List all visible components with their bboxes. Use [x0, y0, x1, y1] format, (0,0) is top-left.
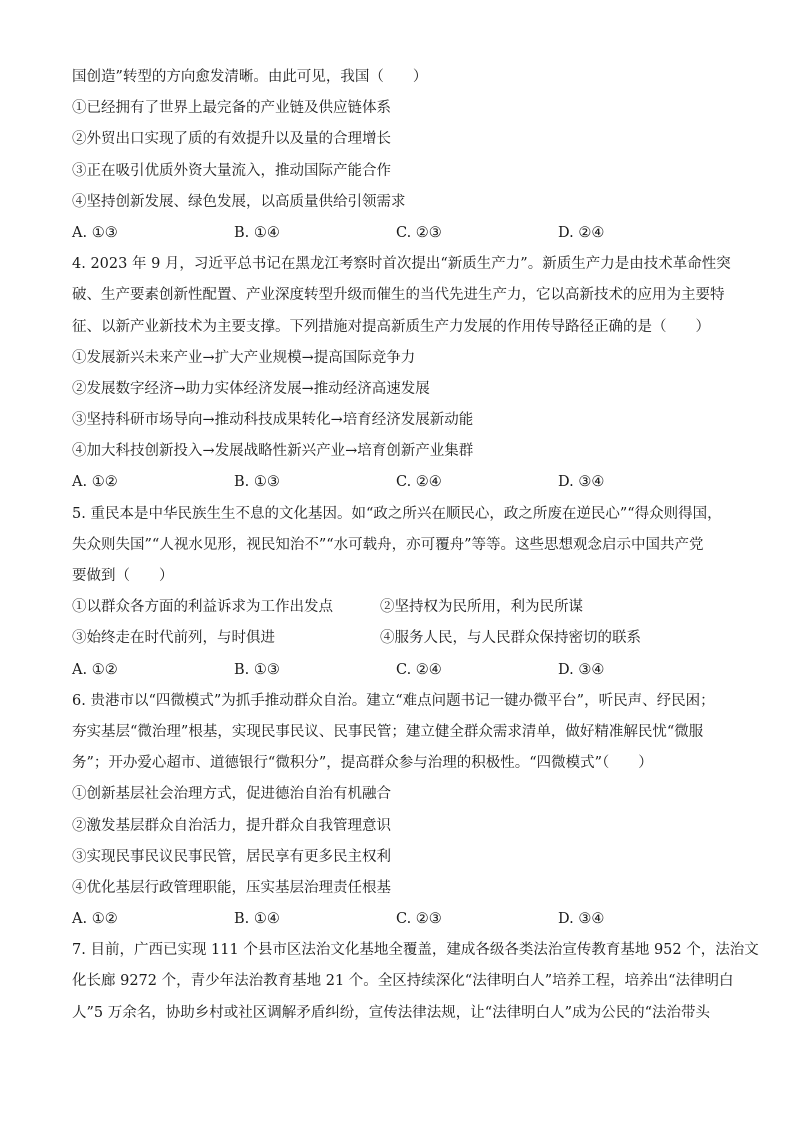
option-c[interactable]: C. ②③: [396, 911, 442, 928]
statement-item: ①已经拥有了世界上最完备的产业链及供应链体系: [72, 100, 391, 117]
question-stem-line: 务”；开办爱心超市、道德银行“微积分”，提高群众参与治理的积极性。“四微模式”（ ）: [72, 755, 653, 772]
question-5: [72, 499, 722, 686]
option-c[interactable]: C. ②④: [396, 661, 442, 678]
question-stem-line: 国创造”转型的方向愈发清晰。由此可见，我国（ ）: [72, 69, 428, 85]
statement-item: ③坚持科研市场导向→推动科技成果转化→培育经济发展新动能: [72, 412, 474, 429]
statement-item: ②外贸出口实现了质的有效提升以及量的合理增长: [72, 131, 391, 148]
option-d[interactable]: D. ③④: [558, 661, 605, 678]
question-stem-line: 6. 贵港市以“四微模式”为抓手推动群众自治。建立“难点问题书记一键办微平台”，听民声、纾民困；: [72, 692, 715, 709]
statement-item: ④服务人民，与人民群众保持密切的联系: [380, 630, 641, 647]
option-a[interactable]: A. ①②: [72, 911, 118, 928]
option-d[interactable]: D. ③④: [558, 911, 605, 928]
option-b[interactable]: B. ①③: [234, 474, 280, 491]
statement-item: ②坚持权为民所用，利为民所谋: [380, 599, 583, 616]
exam-content: [72, 62, 759, 1029]
question-7: [72, 935, 759, 1029]
statement-row: [72, 592, 722, 623]
option-b[interactable]: B. ①④: [234, 224, 280, 241]
statement-row: [72, 623, 722, 654]
answer-options: [72, 904, 722, 935]
question-stem-line: 夯实基层“微治理”根基，实现民事民议、民事民管；建立健全群众需求清单，做好精准解民忧“微服: [72, 723, 704, 740]
question-stem-line: 7. 目前，广西已实现 111 个县市区法治文化基地全覆盖，建成各级各类法治宣传教育基地 952 个，法治文: [72, 942, 759, 959]
option-a[interactable]: A. ①②: [72, 474, 118, 491]
question-stem-line: 人”5 万余名，协助乡村或社区调解矛盾纠纷，宣传法律法规，让“法律明白人”成为公民的“法治带头: [72, 1004, 710, 1021]
statement-item: ②激发基层群众自治活力，提升群众自我管理意识: [72, 817, 391, 834]
question-stem-line: 征、以新产业新技术为主要支撑。下列措施对提高新质生产力发展的作用传导路径正确的是（ ）: [72, 318, 710, 335]
option-a[interactable]: A. ①②: [72, 661, 118, 678]
statement-item: ④优化基层行政管理职能，压实基层治理责任根基: [72, 879, 391, 896]
statement-item: ③正在吸引优质外资大量流入，推动国际产能合作: [72, 162, 391, 179]
statement-item: ④坚持创新发展、绿色发展，以高质量供给引领需求: [72, 193, 406, 210]
question-stem-line: 要做到（ ）: [72, 568, 174, 584]
answer-options: [72, 655, 722, 686]
question-3: [72, 62, 722, 249]
question-stem-line: 失众则失国”“人视水见形，视民知治不”“水可载舟，亦可覆舟”等等。这些思想观念启示中国共产党: [72, 536, 704, 553]
statement-item: ③实现民事民议民事民管，居民享有更多民主权利: [72, 848, 391, 865]
statement-item: ②发展数字经济→助力实体经济发展→推动经济高速发展: [72, 380, 430, 397]
option-a[interactable]: A. ①③: [72, 224, 118, 241]
statement-item: ③始终走在时代前列，与时俱进: [72, 630, 275, 647]
statement-item: ④加大科技创新投入→发展战略性新兴产业→培育创新产业集群: [72, 443, 474, 460]
option-d[interactable]: D. ②④: [558, 224, 605, 241]
option-c[interactable]: C. ②④: [396, 474, 442, 491]
question-stem-line: 5. 重民本是中华民族生生不息的文化基因。如“政之所兴在顺民心，政之所废在逆民心”“得众则得国，: [72, 505, 722, 522]
option-b[interactable]: B. ①④: [234, 911, 280, 928]
statement-item: ①创新基层社会治理方式，促进德治自治有机融合: [72, 786, 391, 803]
option-d[interactable]: D. ③④: [558, 474, 605, 491]
answer-options: [72, 218, 722, 249]
question-6: [72, 686, 722, 936]
question-stem-line: 破、生产要素创新性配置、产业深度转型升级而催生的当代先进生产力，它以高新技术的应用为主要特: [72, 287, 725, 304]
question-4: [72, 249, 731, 499]
question-stem-line: 化长廊 9272 个，青少年法治教育基地 21 个。全区持续深化“法律明白人”培养工程，培养出“法律明白: [72, 973, 734, 990]
statement-item: ①发展新兴未来产业→扩大产业规模→提高国际竞争力: [72, 349, 416, 366]
answer-options: [72, 467, 722, 498]
question-stem-line: 4. 2023 年 9 月，习近平总书记在黑龙江考察时首次提出“新质生产力”。新质生产力是由技术革命性突: [72, 256, 731, 273]
statement-item: ①以群众各方面的利益诉求为工作出发点: [72, 599, 333, 616]
option-b[interactable]: B. ①③: [234, 661, 280, 678]
option-c[interactable]: C. ②③: [396, 224, 442, 241]
